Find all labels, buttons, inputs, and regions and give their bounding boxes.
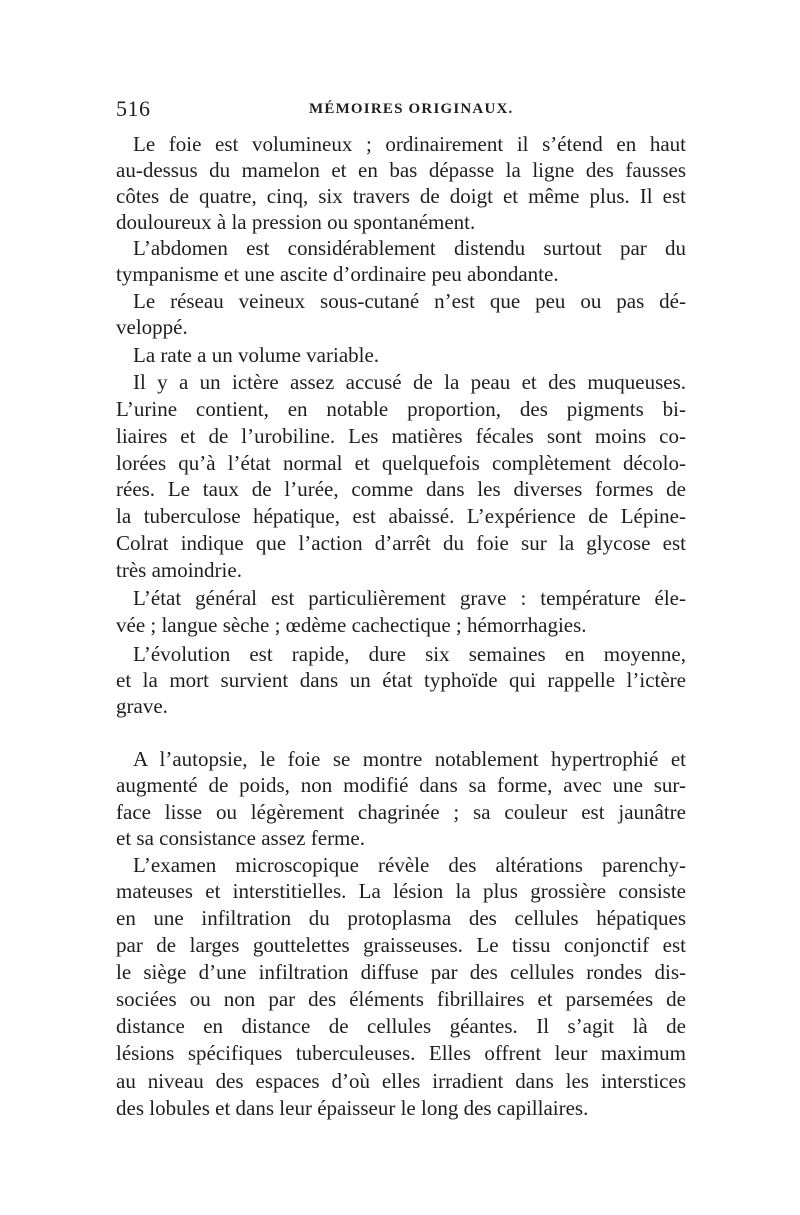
text-line: des lobules et dans leur épaisseur le long des capillaires. bbox=[116, 1096, 589, 1120]
text-line: côtes de quatre, cinq, six travers de doigt et même plus. Il est bbox=[116, 184, 686, 208]
text-line: au niveau des espaces d’où elles irradient dans les interstices bbox=[116, 1069, 686, 1093]
text-line: vée ; langue sèche ; œdème cachectique ; hémorrhagies. bbox=[116, 613, 587, 637]
text-line: très amoindrie. bbox=[116, 558, 242, 582]
text-line: L’évolution est rapide, dure six semaines en moyenne, bbox=[133, 642, 686, 666]
text-line: augmenté de poids, non modifié dans sa forme, avec une sur- bbox=[116, 773, 686, 797]
text-line: le siège d’une infiltration diffuse par des cellules rondes dis- bbox=[116, 960, 686, 984]
page-number: 516 bbox=[116, 96, 151, 121]
text-line: et la mort survient dans un état typhoïde qui rappelle l’ictère bbox=[116, 668, 686, 692]
text-line: distance en distance de cellules géantes. Il s’agit là de bbox=[116, 1014, 686, 1038]
text-line: et sa consistance assez ferme. bbox=[116, 826, 365, 850]
text-line: mateuses et interstitielles. La lésion la plus grossière consiste bbox=[116, 879, 686, 903]
running-title: MÉMOIRES ORIGINAUX. bbox=[309, 101, 514, 117]
text-line: lésions spécifiques tuberculeuses. Elles offrent leur maximum bbox=[116, 1041, 686, 1065]
text-line: en une infiltration du protoplasma des cellules hépatiques bbox=[116, 906, 686, 930]
text-line: Le foie est volumineux ; ordinairement il s’étend en haut bbox=[133, 132, 686, 156]
text-line: au-dessus du mamelon et en bas dépasse la ligne des fausses bbox=[116, 158, 686, 182]
text-line: liaires et de l’urobiline. Les matières fécales sont moins co- bbox=[116, 424, 686, 448]
text-line: tympanisme et une ascite d’ordinaire peu abondante. bbox=[116, 262, 559, 286]
text-line: Il y a un ictère assez accusé de la peau et des muqueuses. bbox=[133, 370, 686, 394]
text-line: Le réseau veineux sous-cutané n’est que peu ou pas dé- bbox=[133, 289, 686, 313]
text-line: la tuberculose hépatique, est abaissé. L’expérience de Lépine- bbox=[116, 504, 686, 528]
text-line: douloureux à la pression ou spontanément. bbox=[116, 210, 476, 234]
text-line: rées. Le taux de l’urée, comme dans les diverses formes de bbox=[116, 477, 686, 501]
text-line: La rate a un volume variable. bbox=[133, 343, 380, 367]
text-line: sociées ou non par des éléments fibrillaires et parsemées de bbox=[116, 987, 686, 1011]
text-line: face lisse ou légèrement chagrinée ; sa couleur est jaunâtre bbox=[116, 800, 686, 824]
text-line: L’examen microscopique révèle des altérations parenchy- bbox=[133, 853, 686, 877]
page-header bbox=[116, 96, 686, 126]
text-line: Colrat indique que l’action d’arrêt du foie sur la glycose est bbox=[116, 531, 686, 555]
text-line: par de larges gouttelettes graisseuses. Le tissu conjonctif est bbox=[116, 933, 686, 957]
text-line: L’urine contient, en notable proportion, des pigments bi- bbox=[116, 397, 686, 421]
text-line: veloppé. bbox=[116, 315, 188, 339]
text-line: L’abdomen est considérablement distendu surtout par du bbox=[133, 236, 686, 260]
text-line: grave. bbox=[116, 694, 168, 718]
text-line: L’état général est particulièrement grave : température éle- bbox=[133, 586, 686, 610]
text-line: A l’autopsie, le foie se montre notablement hypertrophié et bbox=[133, 747, 686, 771]
text-line: lorées qu’à l’état normal et quelquefois complètement décolo- bbox=[116, 451, 686, 475]
